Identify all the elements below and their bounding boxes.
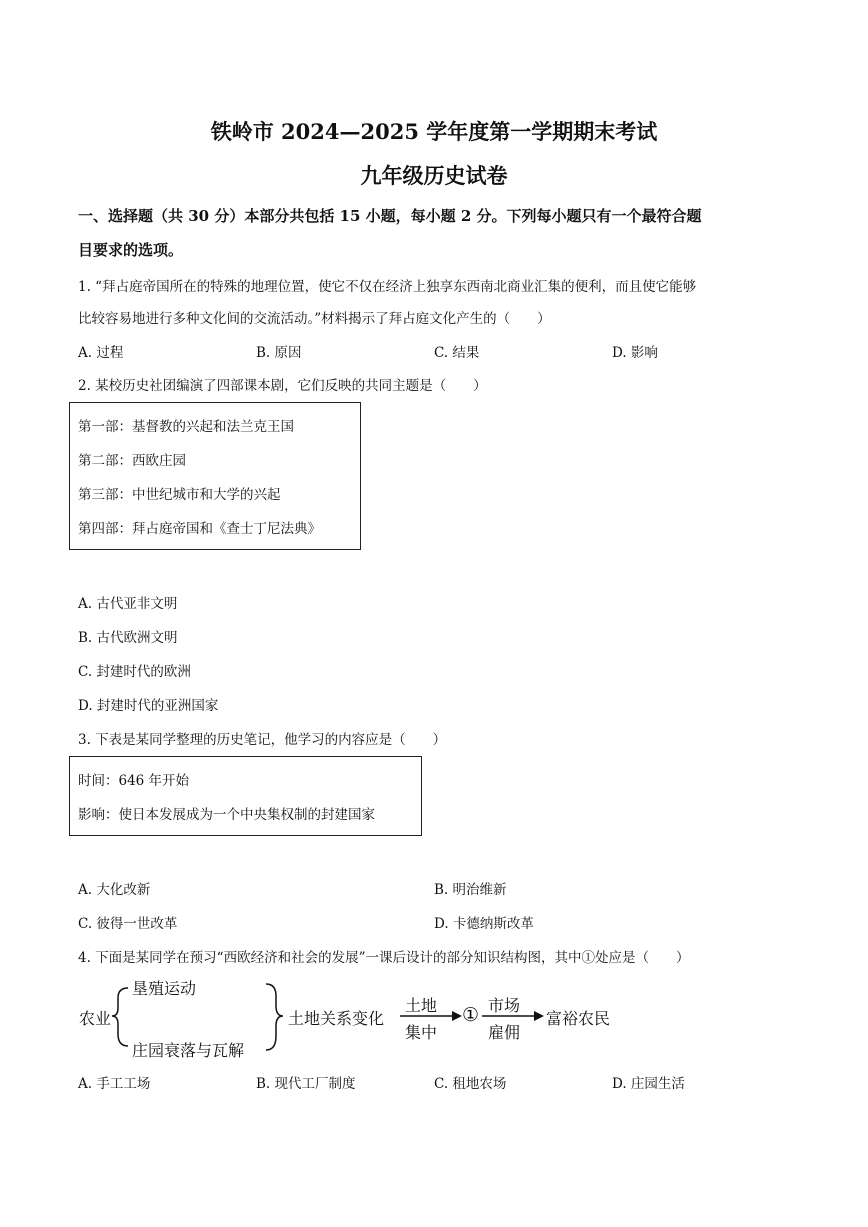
q3-box-line1: 时间：646 年开始 <box>78 773 190 789</box>
section-heading: 一、选择题（共 30 分）本部分共包括 15 小题，每小题 2 分。下列每小题只有一个最符合题 <box>78 207 702 225</box>
q2-box-line2: 第二部：西欧庄园 <box>78 453 186 469</box>
q1-option-a: A. 过程 <box>78 345 124 361</box>
q3-option-b: B. 明治维新 <box>434 882 507 898</box>
q3-option-a: A. 大化改新 <box>78 882 151 898</box>
q2-box-line3: 第三部：中世纪城市和大学的兴起 <box>78 487 281 503</box>
diagram-arrow1-bottom: 集中 <box>405 1023 438 1042</box>
diagram-manor-decline: 庄园衰落与瓦解 <box>132 1041 245 1060</box>
exam-subtitle: 九年级历史试卷 <box>360 163 508 188</box>
q3-option-d: D. 卡德纳斯改革 <box>434 916 534 932</box>
q1-option-d: D. 影响 <box>612 345 658 361</box>
q2-option-c: C. 封建时代的欧洲 <box>78 664 191 680</box>
diagram-land-relation-change: 土地关系变化 <box>288 1009 385 1028</box>
q2-box-line1: 第一部：基督教的兴起和法兰克王国 <box>78 419 294 435</box>
q1-stem-line1: 1. “拜占庭帝国所在的特殊的地理位置，使它不仅在经济上独享东西南北商业汇集的便利，而且使它能够 <box>78 279 697 295</box>
q2-option-b: B. 古代欧洲文明 <box>78 630 178 646</box>
q2-box-line4: 第四部：拜占庭帝国和《查士丁尼法典》 <box>78 521 321 537</box>
q2-stem: 2. 某校历史社团编演了四部课本剧，它们反映的共同主题是（ ） <box>78 378 487 394</box>
diagram-arrow2-bottom: 雇佣 <box>488 1023 521 1042</box>
q4-option-b: B. 现代工厂制度 <box>256 1076 356 1092</box>
section-heading-cont: 目要求的选项。 <box>78 241 184 259</box>
q2-option-a: A. 古代亚非文明 <box>78 596 178 612</box>
exam-title: 铁岭市 2024—2025 学年度第一学期期末考试 <box>210 119 658 144</box>
q1-stem-line2: 比较容易地进行多种文化间的交流活动。”材料揭示了拜占庭文化产生的（ ） <box>78 311 551 327</box>
diagram-agriculture: 农业 <box>79 1009 112 1028</box>
diagram-arrow2-top: 市场 <box>488 996 521 1015</box>
q3-option-c: C. 彼得一世改革 <box>78 916 178 932</box>
diagram-rich-farmers: 富裕农民 <box>546 1009 611 1028</box>
q4-option-d: D. 庄园生活 <box>612 1076 685 1092</box>
q1-option-b: B. 原因 <box>256 345 302 361</box>
diagram-arrow1-top: 土地 <box>405 996 438 1015</box>
q4-stem: 4. 下面是某同学在预习“西欧经济和社会的发展”一课后设计的部分知识结构图，其中①处应是（ ） <box>78 950 690 966</box>
q2-option-d: D. 封建时代的亚洲国家 <box>78 698 219 714</box>
q3-box-line2: 影响：使日本发展成为一个中央集权制的封建国家 <box>78 807 375 823</box>
q1-option-c: C. 结果 <box>434 345 480 361</box>
q4-option-a: A. 手工工场 <box>78 1076 151 1092</box>
q3-stem: 3. 下表是某同学整理的历史笔记，他学习的内容应是（ ） <box>78 732 447 748</box>
diagram-blank-circle: ① <box>462 1004 480 1026</box>
diagram-reclamation: 垦殖运动 <box>132 979 197 998</box>
q4-option-c: C. 租地农场 <box>434 1076 507 1092</box>
